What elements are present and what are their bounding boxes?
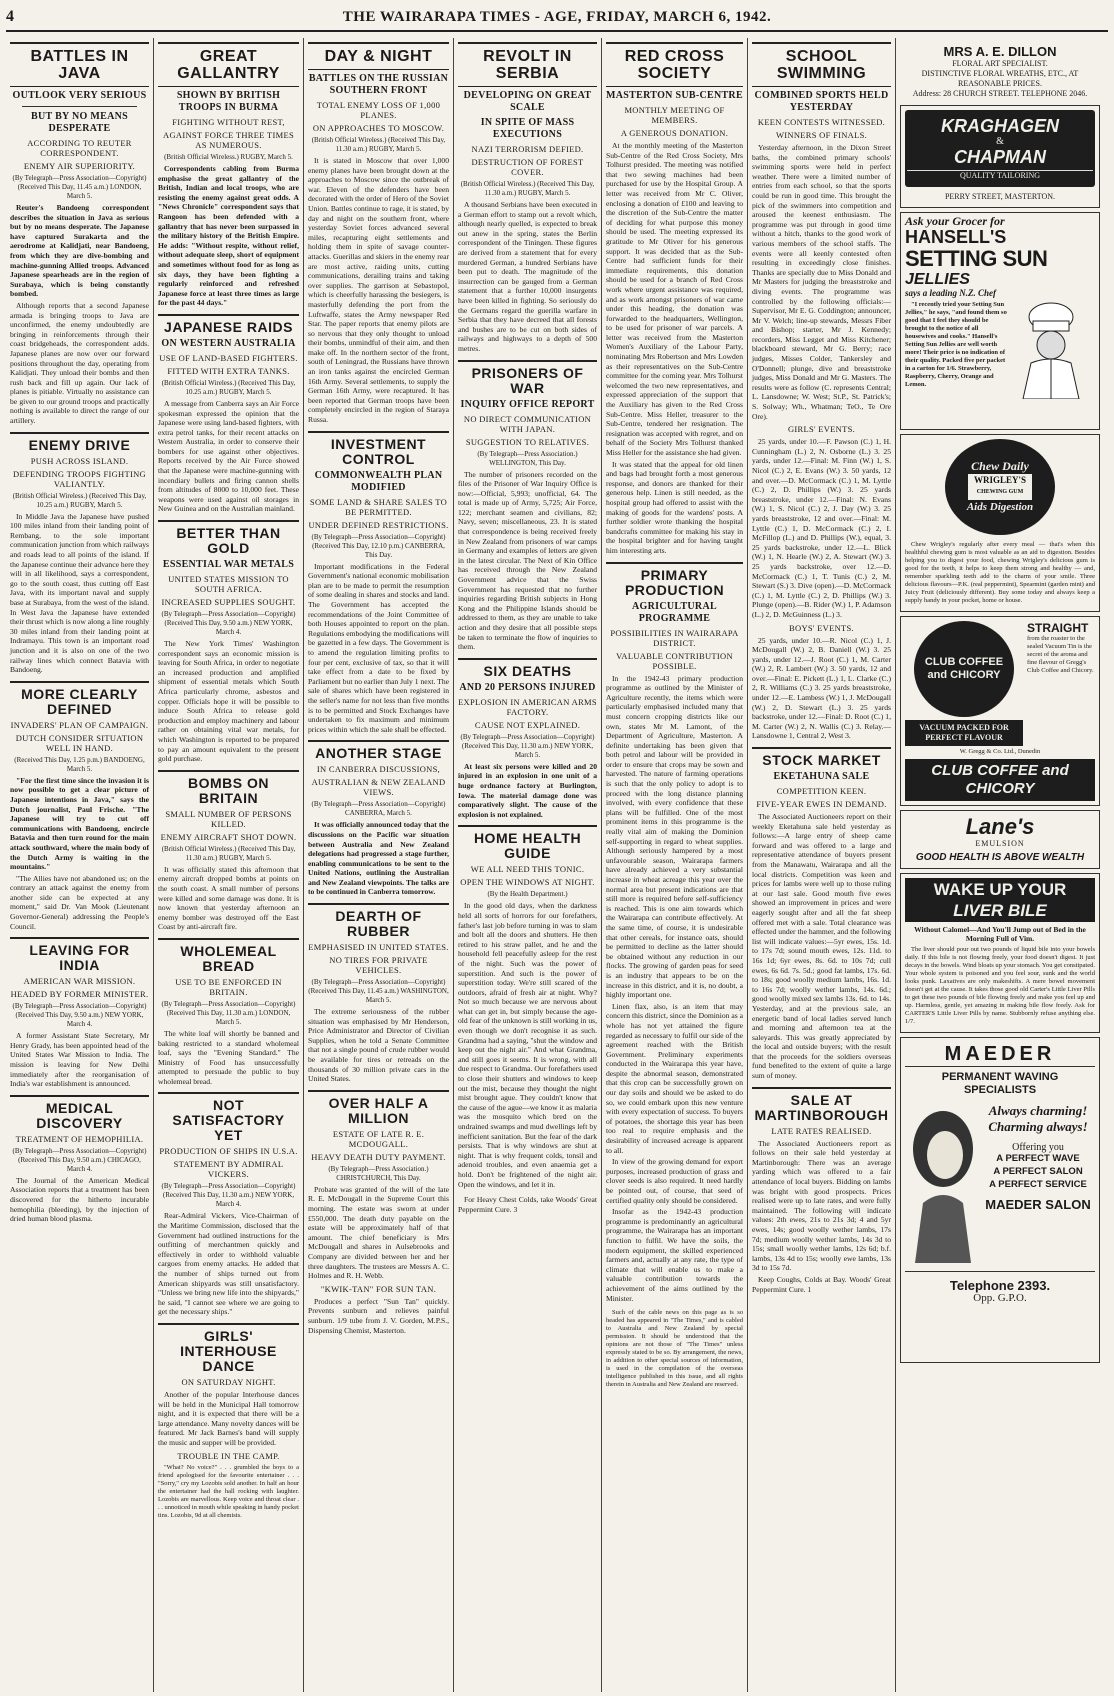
- deck: ACCORDING TO REUTER CORRESPONDENT.: [27, 138, 132, 158]
- deck: PUSH ACROSS ISLAND.: [30, 455, 129, 466]
- deck: INCREASED SUPPLIES SOUGHT.: [161, 597, 296, 608]
- chef-illustration-icon: [1009, 301, 1093, 399]
- article-dearth-of-rubber: [308, 909, 449, 1084]
- headline: NOT SATISFACTORY YET: [172, 1097, 285, 1144]
- deck: KEEN CONTESTS WITNESSED.: [757, 117, 886, 127]
- woman-portrait-icon: [905, 1103, 981, 1263]
- deck: USE OF LAND-BASED FIGHTERS.: [159, 352, 298, 363]
- body-text: In the good old days, when the darkness held all sorts of horrors for our forefathers, father's last job before turning in was to slam and bolt all the doors and shutters. He then retired to his straw pallet, and he and the household fell peacefully asleep for the rest of the night. Such was the power of superstition. And such is the power of superstition today. We're still scared of the outdoors, afraid of fresh air at night. Why? Not so much because we are nervous about what can get in, but simply because the age-old fear of the unknown is still working in us, even though we don't recognise it as such. Grandma had a saying, "shut the window and keep out the night air." And what Grandma, and still goes it seems. It is wrong, with all due respect to Grandma. Our forefathers used to close their shutters and windows to keep out the mist, because they thought the night mist brought ague. They couldn't know that the cause of the ague—we know it as malaria was the mosquito which bred on the undrained swamps and mud dwellings left by inefficient sanitation. But the fear of the dark persists. That is why windows are shut at night. That is why frequent colds, tonsil and adenoid troubles, and even anaemia get a hold. Don't be frightened of the night air. Open the windows, and let it in.: [458, 901, 597, 1189]
- ad-woods-cure: For Heavy Chest Colds, take Woods' Great Peppermint Cure. 3: [458, 1195, 597, 1214]
- headline: BETTER THAN GOLD: [176, 525, 281, 557]
- headline: RED CROSS SOCIETY: [606, 42, 743, 87]
- body-text: In view of the growing demand for export purposes, increased production of grass and clover seeds is also required. It need hardly be pointed out, of course, that seed of certified quality only should be considered.: [606, 1157, 743, 1205]
- deck: EXPLOSION IN AMERICAN ARMS FACTORY.: [458, 696, 597, 717]
- body-text: The New York Times' Washington correspondent says an economic mission is leaving for South Africa, in order to negotiate an increased production and amplified shipment of essential metals which South Africa particularly chrome, asbestos and copper. Officials hope it will be possible to induce South Africa to release gold production and employ machinery and labour rather on obtaining vital war metals, for which Washington is reported to be prepared to pay an amount equivalent to the present gold purchase.: [158, 639, 299, 764]
- brand-name: KRAGHAGEN: [940, 116, 1059, 136]
- deck: TREATMENT OF HEMOPHILIA.: [15, 1133, 144, 1144]
- article-great-gallantry: [158, 42, 299, 308]
- body-text: At the monthly meeting of the Masterton Sub-Centre of the Red Cross Society, Mrs Tolhurst presided. The meeting was notified that two sewing machines had been purchased for use by the Hospital Group. A letter was received from Mr C. Oliver, enclosing a donation of £100 and leaving to the discretion of the Sub-Centre the matter of deciding for what purpose this money should be used. The meeting expressed its gratitude to Mr Oliver for his generous support. It was decided that as the Sub-Centre had sufficient funds for their immediate requirements, this donation should be used for a branch of Red Cross work where urgent assistance was required, and as work amongst prisoners of war came under this heading, the donation was forwarded to the headquarters, Wellington, to be used for prisoner of war parcels. A letter was received from the Masterton Women's Auxiliary of the Labour Party, nominating Mrs Robertson and Mrs Lowden as their representatives on the Sub-Centre committee for the coming year. Mrs Tolhurst welcomed the two new representatives, and expressed appreciation of the support that the Auxiliary has given to the Red Cross Sub-Centre. Miss Heller, treasurer to the Sub-Centre, tendered her resignation. The resignation was accepted with regret, and on behalf of the Society Mrs Tolhurst thanked Miss Heller for the assistance she had given.: [606, 141, 743, 457]
- dateline: (By Telegraph—Press Association—Copyright) (Received This Day, 9.50 a.m.) NEW YORK, March 4.: [161, 610, 296, 637]
- column-3: [304, 38, 454, 1692]
- body-text: It was officially stated this afternoon that enemy aircraft dropped bombs at points on the south coast. A small number of persons were killed and some damage was done. It is now known that yesterday afternoon an enemy bomber was destroyed off the East Coast by anti-aircraft fire.: [158, 864, 299, 932]
- article-red-cross-society: [606, 42, 743, 556]
- article-japanese-raids: [158, 320, 299, 514]
- article-primary-production: [606, 568, 743, 1390]
- headline: PRISONERS OF WAR: [471, 364, 584, 396]
- ad-dillon-florist: MRS A. E. DILLON FLORAL ART SPECIALIST. DISTINCTIVE FLORAL WREATHS, ETC., AT REASONABLE PRICES. Address: 28 CHURCH STREET. TELEPHONE 2046.: [900, 42, 1100, 101]
- article-six-deaths: [458, 664, 597, 820]
- body-text: At least six persons were killed and 20 injured in an explosion in one unit of a huge ordnance factory at Burlington, Iowa. The material damage done was comparatively slight. The cause of the explosion is not explained.: [458, 761, 597, 819]
- deck: STATEMENT BY ADMIRAL VICKERS.: [173, 1159, 284, 1180]
- deck: AGRICULTURAL PROGRAMME: [632, 600, 717, 624]
- brand-name: HANSELL'S: [905, 226, 1007, 247]
- dateline: (By Telegraph—Press Association—Copyright) (Received This Day, 11.30 a.m.) NEW YORK, March 5.: [460, 732, 595, 759]
- column-6: [748, 38, 896, 1692]
- dateline: (By the Health Department.): [487, 890, 568, 899]
- body-text: It was officially announced today that the discussions on the Pacific war situation between Australia and New Zealand delegations had progressed a stage further, enabling communications to be sent to the United Nations, outlining the Australian and New Zealand viewpoints. The talks are to be continued in Canberra tomorrow.: [308, 820, 449, 897]
- body-text: Correspondents cabling from Burma emphasise the great gallantry of the British, Indian and local troops, who are resisting the enemy against great odds. A "News Chronicle" correspondent says that Rangoon has been defended with a gallantry that has never been surpassed in the military history of the British Empire. He adds: "Without respite, without relief, without adequate sleep, short of equipment and sometimes without food for as long as six days, they have been fighting a regularly reinforced and refreshed Japanese force at least three times as large for the past 44 days.": [158, 164, 299, 308]
- page-number: 4: [6, 8, 15, 25]
- ad-woods-cure: Keep Coughs, Colds at Bay. Woods' Great Peppermint Cure. 1: [752, 1274, 891, 1294]
- dateline: (By Telegraph—Press Association—Copyright) (Received This Day, 11.45 a.m.) WASHINGTON, March 5.: [308, 978, 449, 1005]
- headline: JAPANESE RAIDS: [164, 318, 293, 335]
- headline: PRIMARY PRODUCTION: [624, 566, 725, 598]
- masthead-title: THE WAIRARAPA TIMES - AGE, FRIDAY, MARCH 6, 1942.: [342, 8, 772, 25]
- address: PERRY STREET, MASTERTON.: [944, 192, 1056, 201]
- body-text: Insofar as the 1942-43 production programme is predominantly an agricultural programme, the Wairarapa has an important function to fulfil. We have the soils, the modern equipment, the skilled experienced farmers and, actually at any rate, the type of climate that will enable us to make a valuable contribution towards the achievement of the aims outlined by the Minister.: [606, 1207, 743, 1303]
- deck: SOME LAND & SHARE SALES TO BE PERMITTED.: [309, 496, 448, 517]
- headline: ENEMY DRIVE: [28, 436, 131, 453]
- body-text: The Associated Auctioneers report on their weekly Eketahuna sale held yesterday as follows:—A large entry of sheep came forward and was offered to a large and representative attendance of buyers present from the Manawatu, Wairarapa and all the local districts. Competition was keen and prices for lambs were well up to those ruling at our last sale. Good mouth five ewes showed an improvement in prices and were eagerly sought after and all the fat sheep offered met with a sale. Total clearance was effected under the hammer, and the following list will indicate values:—5yr ewes, 15s. 1d. to 17s 7d; sound mouth ewes, 12s. 11d. to 16s 1d; 6yr ewes, 8s. 6d. to 10s 7d; cull ewes, 6s 6d. 7s. 5d.; good fat lambs, 17s. 6d. to 18s; good woolly medium lambs, 16s. 1d. to 16s 7d; woolly wether lambs, 14s. 6d.; good woolly mixed sex lambs 13s. 6d. to 14s. Yesterday, and at the previous sale, an energetic band of local ladies served lunch and morning and afternoon tea at the saleyards. This was greatly appreciated by the local and outside buyers; with the result that the proceeds for the soldiers overseas fund benefited to the extent of quite a large sum of money.: [752, 812, 892, 1081]
- body-text: Reuter's Bandoeng correspondent describes the situation in Java as serious but by no means desperate. The Japanese have captured Surakarta and the aerodrome at Kalidjati, near Bandoeng, from which they are dive-bombing and machine-gunning Allied troops. Advanced Japanese spearheads are in the region of Surabaya, which is being constantly bombed.: [10, 203, 149, 299]
- ad-hansells-jellies: Ask your Grocer for HANSELL'S SETTING SUN JELLIES says a leading N.Z. Chef "I recently tried your Setting Sun Jellies," he says, "and found them so good that I feel they should be brought to the notice of all housewives and cooks." Hansell's Setting Sun Jellies are well worth more! Their price is no indication of their quality. Packed five per packet in a carton for 1/6. Strawberry, Raspberry, Cherry, Orange and Lemon.: [900, 212, 1100, 430]
- dateline: (British Official Wireless.) (Received This Day, 11.30 a.m.) RUGBY, March 5.: [460, 180, 595, 197]
- article-school-swimming: [752, 42, 891, 741]
- results-boys: 25 yards, under 10.—R. Nicol (C.) 1, J. McDougall (W.) 2, B. Daniell (W.) 3. 25 yards, under 12.—J. Root (C.) 1, M. Carter (W.) 2, R. Lambert (W.) 3. 50 yards, 12 and over.—Final: E. Pickett (L.) 1, L. Clarke (C.) 2, R. Williams (C.) 3. 25 yards breaststroke, under 12.—E. Lambess (W.) 1, J. McDougall (W.) 2, D. Stewart (L.) 3. 25 yards backstroke, under 12.—Final: D. Root (C.) 1, M. Carter (W.) 2, N. Wallis (C.) 3. Relay.—Lansdowne 1, Central 2, West 3.: [752, 635, 891, 741]
- body-text: A thousand Serbians have been executed in a German effort to stamp out a revolt which, although nearly quelled, is expected to break out anew in the spring, states the Berlin correspondent of the Tiningen. These figures are derived from a statement that for every murdered German, a hundred Serbians have been put to death. The magnitude of the insurrection can be gauged from a German statement that a further 10,000 insurgents have been killed in fighting. So seriously do the Germans regard the guerilla warfare in Serbia that they have decreed that all forests and bushes are to be cut on both sides of railways and highways to a depth of 500 metres.: [458, 200, 597, 353]
- brand-name: CHAPMAN: [954, 147, 1046, 167]
- subhead: ENEMY AIR SUPERIORITY.: [23, 161, 136, 171]
- body-text: Yesterday afternoon, in the Dixon Street baths, the combined primary schools' swimming sports were held in perfect weather. There were a limited number of entries from each school, so that the sports could be run in good time. This brought the pick of the swimmers into competition and aroused the keenest enthusiasm. The programme was put through in good time without a hitch, thanks to the good work of various members of the school staffs. The events were all keenly contested often resulting in exceedingly close finishes. Thanks are specially due to Miss Donald and Mr Masters for judging the breaststroke and diving events. The programme was controlled by the following officials:—Supervisor, Mr E. G. Coddington; announcer, Mr V. Welch; line-up stewards, Messrs Fiber and Bishop; starter, Mr J. Kennedy; recorders, Miss Legget and Miss Kitchener; blackboard steward, Mr G. Berry; race judges, Misses Colder, Tankersley and O'Donnell; plunge, dive and breaststroke judges, Miss Donald and Mr G. Masters. The results were as follow (C. represents Central; L. Lansdowne; W. West; St.P., St. Patrick's; S. Solway; Wh., Whatman; TeO., Te Ore Ore).: [752, 143, 891, 421]
- deck: USE TO BE ENFORCED IN BRITAIN.: [175, 976, 282, 997]
- deck: VALUABLE CONTRIBUTION POSSIBLE.: [616, 650, 733, 671]
- deck: ESTATE OF LATE R. E. MCDOUGALL.: [332, 1128, 425, 1149]
- body-text: Linen flax, also, is an item that may concern this district, since the Dominion as a whole has not yet attained the figure regarded as necessary to fulfil our side of the agreement reached with the British Government. Preliminary experiments conducted in the Wairarapa this year have, despite the abnormal season, demonstrated that this crop can be successfully grown on our day soils and should we be asked to do so, we could embark upon this new venture with every expectation of success. To buyers of potatoes, the shortage this year has been too real to require emphasis and the desirability of increased acreage is apparent to all.: [606, 1001, 743, 1155]
- deck: COMMONWEALTH PLAN MODIFIED: [314, 469, 443, 493]
- headline: HOME HEALTH GUIDE: [473, 830, 582, 862]
- times-copyright-note: Such of the cable news on this page as is so headed has appeared in "The Times," and is cabled to Australia and New Zealand by special permission. It should be understood that the opinions are not those of "The Times" unless expressly stated to be so. By arrangement, the news, in addition to other special sources of information, is used in the compilation of the overseas intelligence published in this issue, and all rights therein in Australia and New Zealand are reserved.: [606, 1309, 743, 1389]
- deck: ON WESTERN AUSTRALIA: [161, 337, 296, 349]
- ad-club-coffee: CLUB COFFEE and CHICORY VACUUM PACKED FOR PERFECT FLAVOUR STRAIGHT from the roaster to the sealed Vacuum Tin is the secret of the aroma and fine flavour of Gregg's Club Coffee and Chicory. W. Gregg & Co. Ltd., Dunedin CLUB COFFEE and CHICORY: [900, 616, 1100, 806]
- advertiser-name: MRS A. E. DILLON: [943, 44, 1057, 59]
- brand-name: Lane's: [965, 814, 1035, 839]
- deck: NO TIRES FOR PRIVATE VEHICLES.: [329, 955, 428, 976]
- deck: LATE RATES REALISED.: [771, 1125, 872, 1136]
- article-over-half-a-million: [308, 1096, 449, 1281]
- deck: FIVE-YEAR EWES IN DEMAND.: [756, 799, 887, 810]
- deck: MONTHLY MEETING OF MEMBERS.: [624, 105, 725, 125]
- article-home-health-guide: [458, 831, 597, 1214]
- body-text: The Associated Auctioneers report as follows on their sale held yesterday at Martinborough: There was an average yarding which was offered to a fair attendance of local buyers. Bidding on lambs was bright with good prospects. Prices realised were up to late rates, and were fully maintained. The following will indicate values: 2th ewes, 21s to 21s 3d; 4 and 5yr ewes, 14s; good woolly wether lambs, 17s 7d; medium woolly wether lambs, 14s 3d to 15s; small woolly wether lambs, 12s 6d; b.f. lambs, 13s 4d to 15s; woolly ewe lambs, 13s 3d to 15s 7d.: [752, 1138, 891, 1273]
- deck: HEAVY DEATH DUTY PAYMENT.: [311, 1151, 446, 1162]
- dateline: (British Official Wireless.) (Received This Day, 11.30 a.m.) RUGBY, March 5.: [311, 136, 446, 153]
- ad-kwik-tan: [308, 1284, 449, 1335]
- headline: DAY & NIGHT: [308, 42, 449, 70]
- deck: INVADERS' PLAN OF CAMPAIGN.: [10, 719, 149, 730]
- deck: SHOWN BY BRITISH TROOPS IN BURMA: [176, 90, 281, 113]
- deck: FITTED WITH EXTRA TANKS.: [167, 365, 290, 376]
- body-text: The number of prisoners recorded on the files of the Prisoner of War Inquiry Office is now:—Official, 5,993; unofficial, 64. The total is made up of Army, 5,725; Air Force, 122; merchant seamen and civilians, 82; Navy, seven; miscellaneous, 23. It is stated that correspondence is being received freely in New Zealand from prisoners of war camps in Germany and examples of letters are given in the latest circular. The Next of Kin Office has received through the New Zealand Government advice that the Swiss Government has requested that no further inquiries regarding British subjects in Hong Kong and the Philippine Islands should be addressed to them, as they are unable to take action and they desire that all possible steps be taken to terminate the flow of inquiries to them.: [458, 469, 597, 652]
- deck: HEADED BY FORMER MINISTER.: [10, 989, 149, 1000]
- deck: IN CANBERRA DISCUSSIONS,: [316, 764, 441, 775]
- article-investment-control: [308, 437, 449, 735]
- deck: FIGHTING WITHOUT REST,: [172, 117, 285, 127]
- ad-wrigleys-gum: Chew Daily WRIGLEY'S CHEWING GUM Aids Digestion Chew Wrigley's regularly after every meal — that's when this healthful chewing gum is most valuable as an aid to digestion. Besides helping you to digest your food, chewing Wrigley's delicious gum is good for the teeth, it helps to keep them strong and healthy — and, remember sparkling teeth add to the charm of your smile. Three delicious flavours—P.K. (real peppermint), Spearmint (garden mint) and Juicy Fruit (deliciously different). Buy some today and always keep a supply handy in your pocket, home or house.: [900, 434, 1100, 612]
- article-not-satisfactory-yet: [158, 1098, 299, 1317]
- headline: SCHOOL SWIMMING: [752, 42, 891, 87]
- deck: DUTCH CONSIDER SITUATION WELL IN HAND.: [15, 732, 144, 753]
- article-another-stage: [308, 746, 449, 897]
- dateline: (By Telegraph—Press Association.) CHRISTCHURCH, This Day.: [328, 1164, 429, 1182]
- dateline: (British Official Wireless.) (Received This Day, 10.25 a.m.) RUGBY, March 5.: [12, 491, 147, 509]
- deck: PRODUCTION OF SHIPS IN U.S.A.: [159, 1146, 298, 1157]
- subhead: GIRLS' EVENTS.: [787, 424, 856, 435]
- deck: BATTLES ON THE RUSSIAN SOUTHERN FRONT: [308, 73, 449, 96]
- deck: SMALL NUMBER OF PERSONS KILLED.: [165, 808, 292, 829]
- headline: GREAT GALLANTRY: [158, 42, 299, 87]
- deck: A GENEROUS DONATION.: [620, 128, 729, 138]
- deck: OPEN THE WINDOWS AT NIGHT.: [460, 877, 595, 888]
- body-text: Although reports that a second Japanese armada is bringing troops to Java are unconfirmed, the enemy undoubtedly are bringing in reinforcements through their coast bridgeheads, the correspondent adds. Japanese planes are now over our forward positions throughout the day, operating from Kalidjati. They unload their bombs and then rush back and fill up again. Our lack of planes is pitiable. Virtually no assistance can be given to our ground troops and practically nothing is available to direct the range of our artillery.: [10, 300, 149, 426]
- headline: BATTLES IN JAVA: [10, 42, 149, 87]
- body-text: The white loaf will shortly be banned and baking restricted to a standard wholemeal loaf, says the "Evening Standard." The Ministry of Food has unsuccessfully attempted to persuade the public to buy wholemeal bread.: [158, 1028, 299, 1086]
- article-leaving-for-india: [10, 943, 149, 1089]
- gum-pack-icon: WRIGLEY'S CHEWING GUM: [968, 474, 1032, 499]
- article-revolt-in-serbia: [458, 42, 597, 354]
- results-girls: 25 yards, under 10.—F. Pawson (C.) 1, H. Cunningham (L.) 2, N. Osborne (L.) 3. 25 yards, under 12.—Final: M. Finn (W.) 1, S. Nicol (C.) 2, E. Evans (W.) 3. 50 yards, 12 and over.—D. McCormack (C.) 1, M. Lyttle (C.) 2, D. Phillips (W.) 3. 25 yards breaststroke, under 12.—Final: N. Evans (W.) 1, S. Nicol (C.) 2, J. Day (W.) 3. 25 yards breaststroke, 12 and over.—Final: M. Lyttle (C.) 1, D. McCormack (C.) 2, I. McFillop (L.) and D. Phillips (W.), equal, 3. 25 yards backstroke, under 12.—L. Blick (W.) 1, N. Hearle (W.) 2, A. Stewart (W.) 3. 25 yards backstroke, over 12.—D. McCormack (C.) 1, T. Tunis (C.) 2, M. Stewart (S.) 3. Dive (open).—D. McCormack (C.) 1, M. Lyttle (C.) 2, D. Phillips (W.) 3. Plunge (open).—B. Rider (W.) 1, P. Adamson (L.) 2, D. McGuinness (L.) 3.: [752, 437, 891, 619]
- ad-lanes-emulsion: Lane's EMULSION GOOD HEALTH IS ABOVE WEALTH: [900, 810, 1100, 869]
- article-girls-interhouse-dance: [158, 1329, 299, 1448]
- deck: TOTAL ENEMY LOSS OF 1,000 PLANES.: [316, 100, 441, 120]
- column-2: [154, 38, 304, 1692]
- deck: EMPHASISED IN UNITED STATES.: [308, 942, 449, 953]
- deck: AMERICAN WAR MISSION.: [23, 976, 136, 987]
- headline: STOCK MARKET: [762, 752, 881, 769]
- dateline: (Received This Day, 1.25 p.m.) BANDOENG, March 5.: [14, 755, 145, 773]
- article-day-and-night: [308, 42, 449, 425]
- headline: OVER HALF A MILLION: [328, 1094, 429, 1126]
- body-text: "For the first time since the invasion it is now possible to get a clear picture of Japanese intentions in Java," says the Dutch journalist, Paul Frische. "The Japanese will try to cut off communications with Bandoeng, encircle Batavia and then turn round for the main attack southward, where the main body of the Dutch Army is waiting in the mountains.": [10, 775, 149, 872]
- brand-name: MAEDER: [905, 1042, 1095, 1067]
- body-text: "The Allies have not abandoned us; on the contrary an attack against the enemy from another side can be expected at any moment," said Dr. Van Mook (Lieutenant Governor-General) addressing the People's Council.: [10, 873, 149, 931]
- dateline: (By Telegraph—Press Association—Copyright) (Received This Day, 11.30 a.m.) NEW YORK, March 4.: [161, 1182, 296, 1209]
- body-text: A former Assistant State Secretary, Mr Henry Grady, has been appointed head of the United States War Mission to India. The mission is leaving for New Delhi immediately after the reorganisation of India's war establishment is announced.: [10, 1031, 149, 1089]
- dateline: (By Telegraph—Press Association—Copyright) (Received This Day, 9.50 a.m.) NEW YORK, March 4.: [12, 1002, 147, 1029]
- body-text: Important modifications in the Federal Government's national economic mobilisation plan are to be made to permit the resumption of some dealing in shares and stocks and land. The Government has accepted the recommendations of the Joint Committee of both Houses appointed to report on the plan. Regulations embodying the modifications will be gazetted in a few days. The Government is to amend the regulation limiting profits to four per cent, exclusive of tax, so that it will take effect from a date to be fixed by Parliament but no earlier than July 1 next. The sale of shares which have been registered in the seller's name for not less than five months is to be permitted and Stock Exchanges have undertaken to fix maximum and minimum prices within which the sale shall be effected.: [308, 561, 449, 734]
- column-7-advertisements: [896, 38, 1104, 1692]
- headline: INVESTMENT CONTROL: [330, 435, 427, 467]
- deck: INQUIRY OFFICE REPORT: [460, 398, 595, 410]
- article-more-clearly-defined: [10, 687, 149, 932]
- body-text: Another of the popular Interhouse dances will be held in the Municipal Hall tomorrow night, and it is expected that there will be a large attendance. Many novelty dances will be featured. Mr Jack Barnes's band will supply the music and supper will be provided.: [158, 1390, 299, 1447]
- deck: WE ALL NEED THIS TONIC.: [470, 864, 585, 875]
- headline: WHOLEMEAL BREAD: [180, 942, 277, 974]
- body-text: Probate was granted of the will of the late R. E. McDougall in the Supreme Court this morning. The estate was sworn at under £550,000. The death duty payable on the estate will be approximately half of that amount. The chief beneficiary is Mrs McDougall and shares in Aulsebrooks and Company are divided between her and her three daughters. The trustees are Messrs A. C. Holmes and R. H. Webb.: [308, 1184, 449, 1281]
- deck: UNDER DEFINED RESTRICTIONS.: [308, 519, 449, 530]
- deck: OUTLOOK VERY SERIOUS: [12, 90, 147, 101]
- deck: COMBINED SPORTS HELD YESTERDAY: [754, 90, 889, 113]
- deck: EKETAHUNA SALE: [773, 771, 870, 783]
- article-wholemeal-bread: [158, 944, 299, 1087]
- headline: ANOTHER STAGE: [315, 745, 442, 762]
- article-bombs-on-britain: [158, 776, 299, 932]
- deck: MASTERTON SUB-CENTRE: [606, 90, 743, 101]
- dateline: (By Telegraph—Press Association—Copyright) (Received This Day, 11.45 a.m.) LONDON, March 5.: [12, 174, 147, 200]
- dateline: (By Telegraph—Press Association—Copyright) (Received This Day, 11.30 a.m.) LONDON, March 5.: [161, 999, 296, 1026]
- headline: MORE CLEARLY DEFINED: [21, 685, 138, 717]
- deck: ON APPROACHES TO MOSCOW.: [312, 123, 445, 133]
- headline: LEAVING FOR INDIA: [29, 942, 130, 974]
- article-medical-discovery: [10, 1101, 149, 1224]
- body-text: Rear-Admiral Vickers, Vice-Chairman of the Maritime Commission, disclosed that the Government had outlined instructions for the outfitting of merchantmen quickly and effectively in order to withhold valuable cargoes from enemy attacks. He added that the number of ships turned out from American shipyards was still unsatisfactory. "Unless we bring new life into the shipyards," he said, "I cannot see where we are going to get the necessary ships.": [158, 1211, 299, 1317]
- body-text: The liver should pour out two pounds of liquid bile into your bowels daily. If this bile is not flowing freely, your food doesn't digest. It just decays in the bowels. Wind bloats up your stomach. You get constipated. Your whole system is poisoned and you feel sour, sunk and the world looks punk. Laxatives are only makeshifts. A mere bowel movement doesn't get at the cause. It takes those good old Carter's Little Liver Pills to get these two pounds of bile flowing freely and make you feel up and up. Harmless, gentle, yet amazing in making bile flow freely. Ask for CARTER'S Little Liver Pills by name. Stubbornly refuse anything else. 1/7.: [905, 945, 1095, 1025]
- deck: NO DIRECT COMMUNICATION WITH JAPAN.: [463, 413, 592, 434]
- headline: SALE AT MARTINBOROUGH: [754, 1091, 889, 1123]
- dateline: (By Telegraph—Press Association.) WELLINGTON, This Day.: [477, 449, 578, 467]
- ad-carters-liver-pills: WAKE UP YOUR LIVER BILE Without Calomel—And You'll Jump out of Bed in the Morning Full of Vim. The liver should pour out two pounds of liquid bile into your bowels daily. If this bile is not flowing freely, your food doesn't digest. It just decays in the bowels. Wind bloats up your stomach. You get constipated. Your whole system is poisoned and you feel sour, sunk and the world looks punk. Laxatives are only makeshifts. A mere bowel movement doesn't get at the cause. It takes those good old Carter's Little Liver Pills to get these two pounds of bile flowing freely and make you feel up and up. Harmless, gentle, yet amazing in making bile flow freely. Ask for CARTER'S Little Liver Pills by name. Stubbornly refuse anything else. 1/7.: [900, 873, 1100, 1033]
- article-stock-market: [752, 753, 891, 1081]
- deck: DEFENDING TROOPS FIGHTING VALIANTLY.: [13, 468, 146, 489]
- masthead: [6, 4, 1108, 32]
- deck: AUSTRALIAN & NEW ZEALAND VIEWS.: [311, 777, 446, 798]
- deck: IN SPITE OF MASS EXECUTIONS: [480, 117, 575, 140]
- headline: TROUBLE IN THE CAMP.: [177, 1450, 280, 1461]
- deck: POSSIBILITIES IN WAIRARAPA DISTRICT.: [610, 627, 739, 648]
- column-4: [454, 38, 602, 1692]
- deck: ENEMY AIRCRAFT SHOT DOWN.: [160, 831, 297, 842]
- coffee-tin-icon: CLUB COFFEE and CHICORY: [924, 656, 1004, 681]
- deck: ON SATURDAY NIGHT.: [181, 1377, 276, 1387]
- body-text: The extreme seriousness of the rubber situation was emphasised by Mr Henderson, Price Administrator and Director of Civilian Supplies, when he told a Senate Committee that not a single pound of crude rubber would be available for tires or retreads on the thousands of 30 million private cars in the United States.: [308, 1007, 449, 1084]
- deck: CAUSE NOT EXPLAINED.: [474, 719, 581, 730]
- brand-banner: CLUB COFFEE and CHICORY: [905, 759, 1095, 801]
- dateline: (By Telegraph—Press Association—Copyright) (Received This Day, 9.50 a.m.) CHICAGO, March 4.: [12, 1146, 147, 1173]
- body-text: A message from Canberra says an Air Force spokesman expressed the opinion that the Japanese were using land-based fighters, with extra petrol tanks, for their recent attacks on Western Australia, in order to conserve their bombers for use against other objectives. Reports received by the Air Force showed that the Japanese were machine-gunning with incendiary bullets and firing cannon shells from altitudes of 8000 to 10,000 feet. These weapons were used against oil storages in New Guinea and on the Australian mainland.: [158, 398, 299, 514]
- phone-number: Telephone 2393.: [949, 1277, 1051, 1293]
- subhead: BOYS' EVENTS.: [789, 622, 854, 633]
- product-name: SETTING SUN: [905, 245, 1048, 271]
- headline: LIVER BILE: [905, 901, 1095, 922]
- body-text: In the 1942-43 primary production programme as outlined by the Minister of Agriculture recently, the items which were particularly emphasised included many that must concern cropping districts like our own, states Mr M. Lamont, of the Department of Agriculture, Masterton. A definite undertaking has been given that both petrol and labour will be provided in order to ensure that crops may be sown and harvested. The nature of farming operations is such that the only policy to adopt is to proceed with the long distance planning involved, with every confidence that these plans will be fulfilled. One of the most prominent items in this programme is the really vital aim of making the Dominion self-supporting in regard to wheat supplies. Although seriously hampered by a most unfavourable season, Wairarapa farmers have already achieved a very substantial increase in wheat acreage this year over the normal area but present indications are that still more is required before self-sufficiency is reached. This is one aim towards which the Wairarapa can contribute effectively. At the same time, of course, it is undesirable that other cereals, for instance oats, should be permitted to decline as the latter should be obtained without any reduction in our flocks. The growing of garden peas for seed is an industry that appears to be on the increase in this district, and it is, no doubt, a highly important one.: [606, 673, 743, 1000]
- headline: DEARTH OF RUBBER: [335, 908, 422, 940]
- deck: DESTRUCTION OF FOREST COVER.: [471, 157, 584, 177]
- headline: "KWIK-TAN" FOR SUN TAN.: [320, 1283, 437, 1294]
- deck: AND 20 PERSONS INJURED: [459, 681, 596, 693]
- headline: WAKE UP YOUR: [905, 878, 1095, 901]
- columns: [6, 38, 1108, 1692]
- dateline: (British Official Wireless.) (Received This Day, 11.30 a.m.) RUGBY, March 5.: [161, 844, 296, 862]
- headline: MEDICAL DISCOVERY: [36, 1099, 123, 1131]
- body-text: It was stated that the appeal for old linen and bags had brought forth a most generous response, and donors are thanked for their generous help. Linen is still needed, as the hospital group had offered to assist with the making of goods for the wardens' posts. A further soldier wrote thanking the hospital bandcrafts committee for making his stay in the hospital brighter and for having taught him interesting arts.: [606, 459, 743, 555]
- deck: DEVELOPING ON GREAT SCALE: [463, 90, 592, 113]
- body-text: Chew Wrigley's regularly after every meal — that's when this healthful chewing gum is most valuable as an aid to digestion. Besides helping you to digest your food, chewing Wrigley's delicious gum is good for the teeth, it helps to keep them strong and healthy — and, remember sparkling teeth add to the charm of your smile. Three delicious flavours—P.K. (real peppermint), Spearmint (garden mint) and Juicy Fruit (deliciously different). Buy some today and always keep a supply handy in your pocket, home or house.: [905, 541, 1095, 604]
- article-prisoners-of-war: [458, 366, 597, 652]
- body-text: It is stated in Moscow that over 1,000 enemy planes have been brought down at the approaches to Moscow since the outbreak of war. Eleven of the defenders have been decorated with the order of Hero of the Soviet Union. Battles continue to rage, it is stated, by day and night on the southern front, where yesterday Soviet forces advanced several miles, recapturing eight settlements and holding them in spite of savage counter-attacks. Guerillas and skiers in the enemy rear are most active, raiding units, cutting communications, derailing trains and taking over supplies. The garrison at Sebastopol, which is cheerfully harassing the besiegers, is masterfully defending the port from the Luftwaffe, states the Army newspaper Red Star. The paper reports that enemy pilots are so nervous that they only thought to unload their bombs, unmindful of their aim, and then make off. In the northern sector of the front, south of Leningrad, the Russians have thrown an iron tanks against the encircled German 16th Army. Several settlements, to supply the German 16th Army, were recaptured. It has been reported that German troops have been completely encircled in the region of Staraya Russa.: [308, 156, 449, 425]
- headline: GIRLS' INTERHOUSE DANCE: [180, 1328, 277, 1374]
- headline: BOMBS ON BRITAIN: [188, 774, 269, 806]
- article-better-than-gold: [158, 526, 299, 764]
- body-text: In Middle Java the Japanese have pushed 100 miles inland from their landing point of Rembang, to the sole important communication junction from which railways and roads lead to all points of the island. If the Japanese continue their advance here they will in all likelihood, says a correspondent, go to the south coast, thus cutting off East Java, with its important naval and supply base at Surabaya, from the west of the island. In West Java the Japanese have extended their thrust which is now along a line roughly 30 miles inland from their landing point at Indramayu. This town is an important road junction and it is also on one of the two railway lines which connect Batavia with Bandoeng.: [10, 511, 149, 675]
- deck: ESSENTIAL WAR METALS: [162, 559, 295, 571]
- deck: AGAINST FORCE THREE TIMES AS NUMEROUS.: [163, 130, 294, 150]
- article-sale-at-martinborough: [752, 1093, 891, 1295]
- deck: SUGGESTION TO RELATIVES.: [465, 436, 590, 447]
- headline: REVOLT IN SERBIA: [458, 42, 597, 87]
- body-text: Produces a perfect "Sun Tan" quickly. Prevents sunburn and relieves painful sunburn. 1/9 tube from J. V. Gorden, M.P.S., Dispensing Chemist, Masterton.: [308, 1296, 449, 1335]
- deck: NAZI TERRORISM DEFIED.: [471, 144, 584, 154]
- article-battles-in-java: [10, 42, 149, 426]
- dateline: (By Telegraph—Press Association—Copyright) (Received This Day, 12.10 p.m.) CANBERRA, This Day.: [311, 532, 446, 559]
- deck: UNITED STATES MISSION TO SOUTH AFRICA.: [168, 574, 289, 595]
- deck: BUT BY NO MEANS DESPERATE: [30, 111, 128, 134]
- column-5: [602, 38, 748, 1692]
- ad-kraghagen-chapman: KRAGHAGEN & CHAPMAN QUALITY TAILORING PERRY STREET, MASTERTON.: [900, 105, 1100, 208]
- dateline: (By Telegraph—Press Association—Copyright) CANBERRA, March 5.: [311, 800, 446, 818]
- testimonial: "I recently tried your Setting Sun Jellies," he says, "and found them so good that I feel they should be brought to the notice of all housewives and cooks." Hansell's Setting Sun Jellies are well worth more! Their price is no indication of their quality. Packed five per packet in a carton for 1/6. Strawberry, Raspberry, Cherry, Orange and Lemon.: [905, 301, 1007, 389]
- article-enemy-drive: [10, 438, 149, 675]
- body-text: "What? No voice?" . . . grumbled the boys to a friend apologised for the favourite entertainer . . . "Sorry," cry my Lozobis sold another. In half an hour the entertainer had the hall rocking with laughter. Lozobis are marvellous. Keep voice and throat clear . . . unnoticed in mouth while speaking in handy pocket tins. Lozobis, 9d at all chemists.: [158, 1463, 299, 1519]
- dateline: (British Official Wireless.) (Received This Day, 10.25 a.m.) RUGBY, March 5.: [161, 378, 296, 396]
- deck: COMPETITION KEEN.: [776, 786, 867, 797]
- ad-maeder-salon: MAEDER PERMANENT WAVING SPECIALISTS Always charming! Charming always! Offering you A PERFECT WAVE A PERFECT SALON A PERFECT SERVICE MAEDER SALON Telephone 2393. Opp. G.P.O.: [900, 1037, 1100, 1363]
- column-1: [6, 38, 154, 1692]
- dateline: (British Official Wireless.) RUGBY, March 5.: [164, 153, 293, 161]
- headline: SIX DEATHS: [483, 662, 572, 679]
- ad-trouble-in-camp: [158, 1451, 299, 1520]
- body-text: The Journal of the American Medical Association reports that a treatment has been discovered for the hitherto incurable hemophilia (bleeding), by the injection of dried human blood plasma.: [10, 1175, 149, 1224]
- deck: WINNERS OF FINALS.: [775, 130, 868, 140]
